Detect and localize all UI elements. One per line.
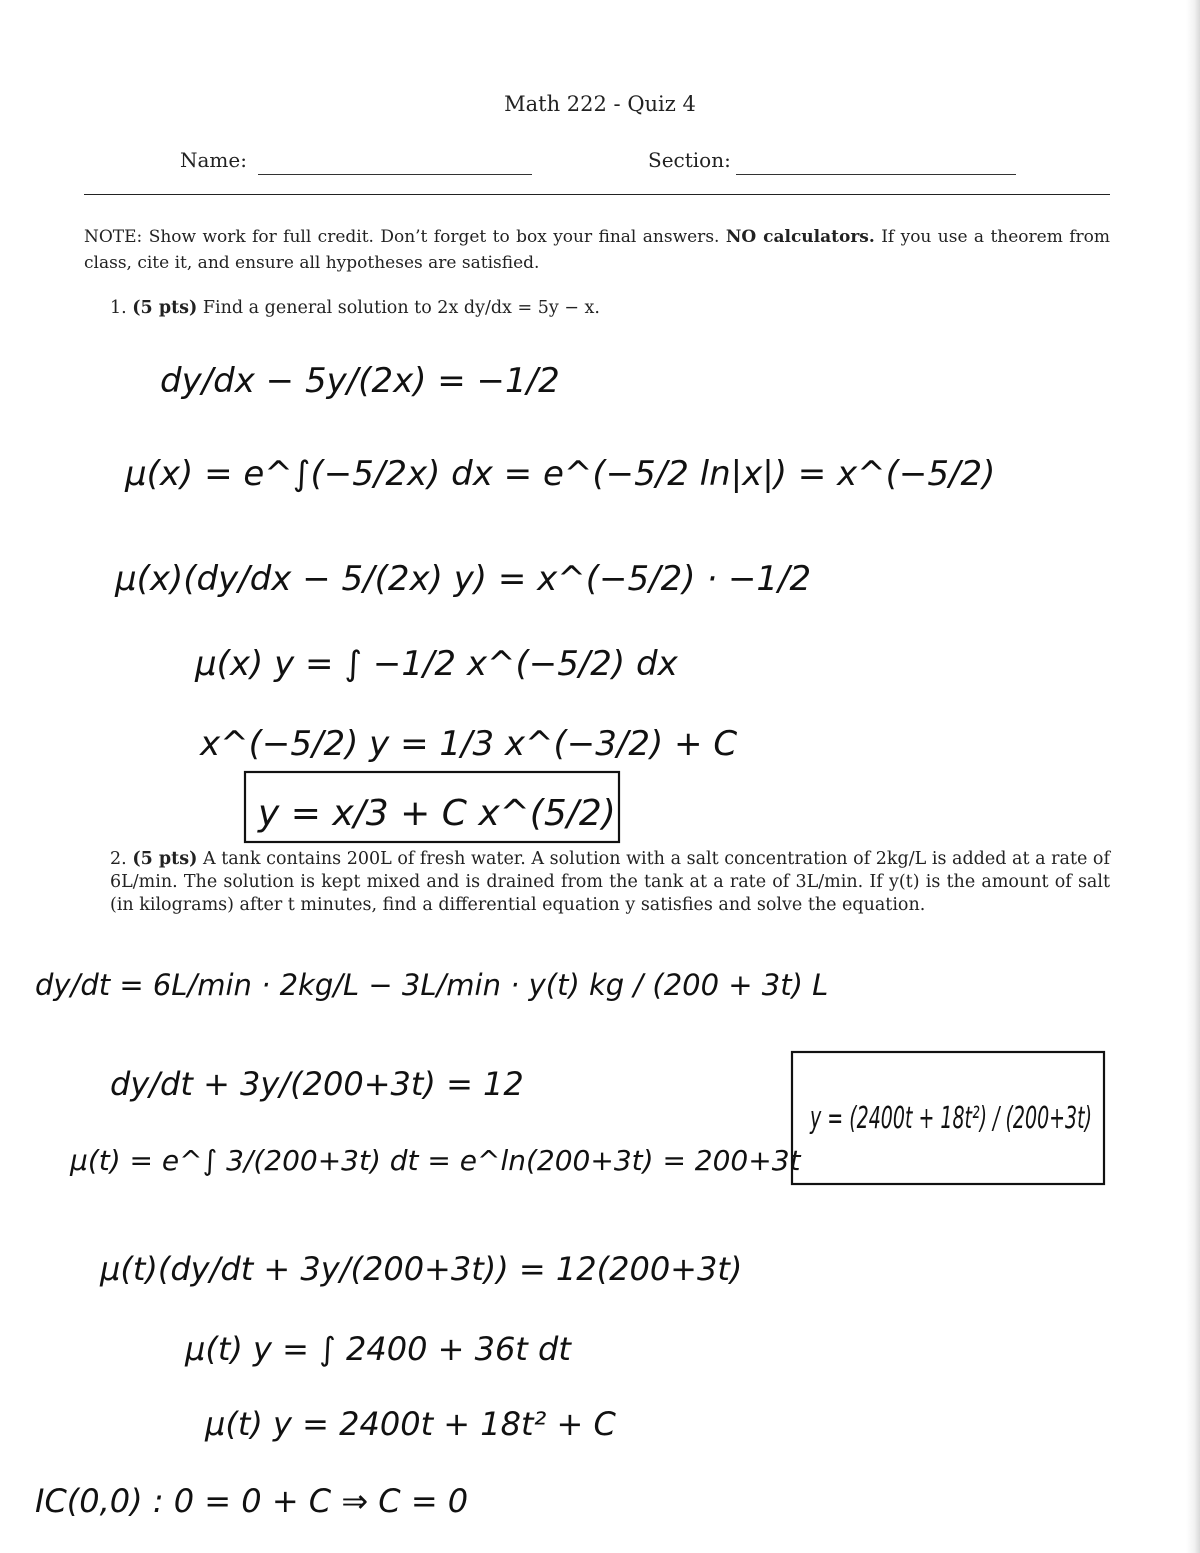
q2-work-line: dy/dt = 6L/min · 2kg/L − 3L/min · y(t) kg / (200 + 3t) L	[35, 968, 829, 1002]
q1-work-line: μ(x) y = ∫ −1/2 x^(−5/2) dx	[195, 644, 678, 684]
q1-answer: y = x/3 + C x^(5/2)	[258, 793, 616, 834]
q2-work-line: μ(t) y = 2400t + 18t² + C	[205, 1405, 616, 1443]
q2-work-line: μ(t) y = ∫ 2400 + 36t dt	[185, 1330, 571, 1368]
q1-work-line: μ(x) = e^∫(−5/2x) dx = e^(−5/2 ln|x|) = x^(−5/2)	[125, 454, 996, 494]
note-text-1: Show work for full credit. Don’t forget to box your final answers.	[148, 227, 720, 247]
note-text-2: If you use a theorem from class, cite it, and ensure all hypotheses are satisfied.	[84, 227, 1111, 273]
q1-number: 1.	[110, 298, 127, 318]
q2-work-line: μ(t) = e^∫ 3/(200+3t) dt = e^ln(200+3t) = 200+3t	[70, 1144, 801, 1177]
q1-work-line: μ(x)(dy/dx − 5/(2x) y) = x^(−5/2) · −1/2	[115, 559, 812, 599]
page-title: Math 222 - Quiz 4	[504, 92, 696, 116]
section-label: Section:	[648, 148, 731, 172]
note-bold: NO calculators.	[725, 227, 875, 247]
q2-points: (5 pts)	[132, 849, 198, 869]
q2-work-line: μ(t)(dy/dt + 3y/(200+3t)) = 12(200+3t)	[100, 1250, 743, 1288]
q2-work-line: IC(0,0) : 0 = 0 + C ⇒ C = 0	[35, 1482, 469, 1520]
q1-work-line: x^(−5/2) y = 1/3 x^(−3/2) + C	[200, 724, 738, 764]
q2-work-line: dy/dt + 3y/(200+3t) = 12	[110, 1065, 524, 1103]
q1-points: (5 pts)	[132, 298, 198, 318]
name-label: Name:	[180, 148, 247, 172]
q1-text: Find a general solution to 2x dy/dx = 5y − x.	[202, 298, 600, 318]
q2-text: A tank contains 200L of fresh water. A solution with a salt concentration of 2kg/L is added at a rate of 6L/min. The solution is kept mixed and is drained from the tank at a rate of 3L/min. If y(t) is the amount of salt (in kilograms) after t minutes, find a differential equation y satisfies and solve the equation.	[110, 849, 1110, 915]
q1-work-line: dy/dx − 5y/(2x) = −1/2	[160, 361, 560, 401]
q2-number: 2.	[110, 849, 127, 869]
note-lead: NOTE:	[84, 227, 143, 247]
q2-answer: y = (2400t + 18t²) / (200+3t)	[809, 1101, 1092, 1136]
